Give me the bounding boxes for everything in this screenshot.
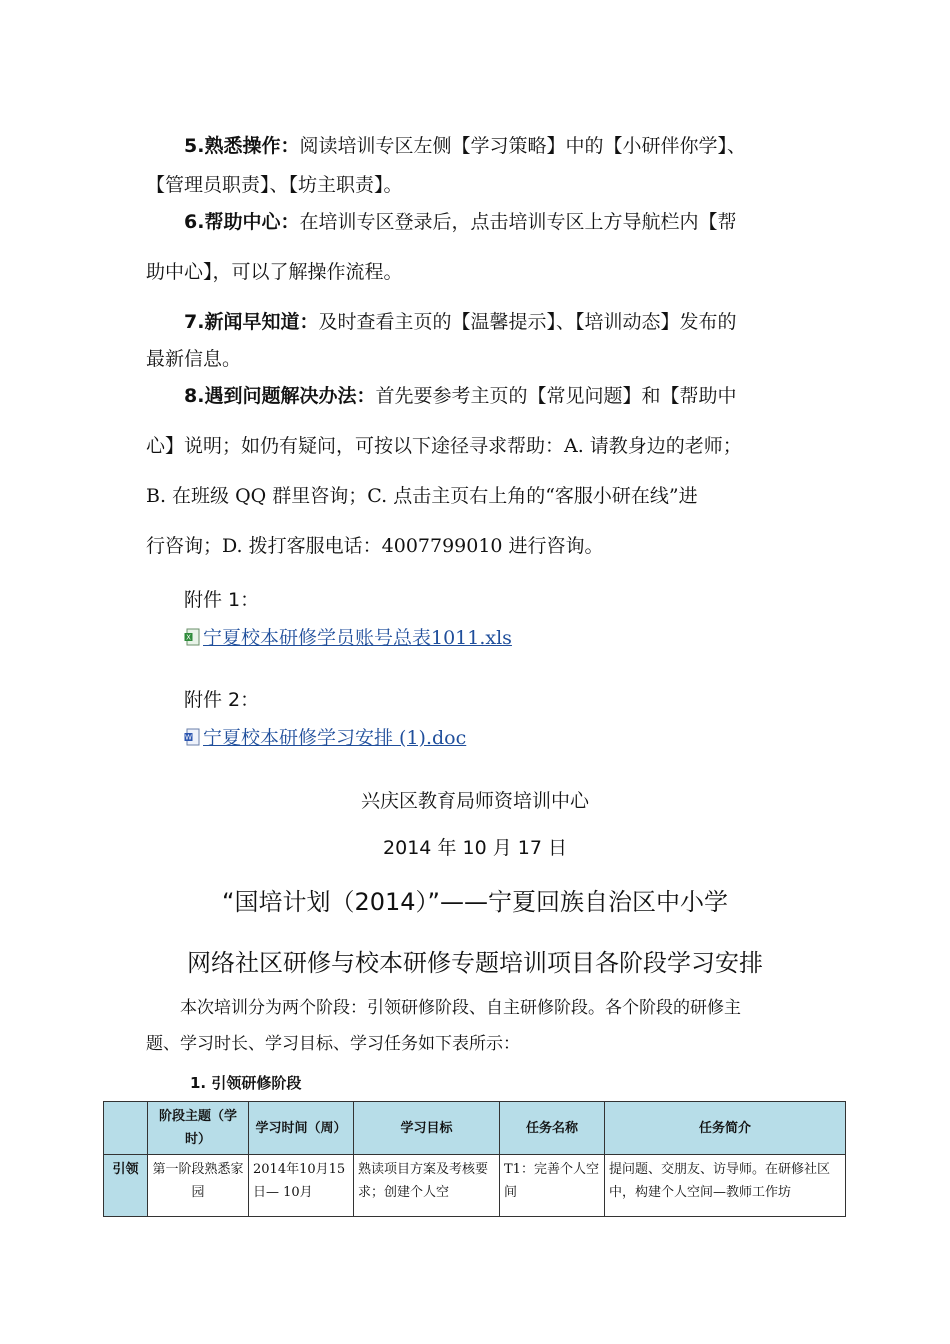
- table-header-cell: 学习目标: [354, 1102, 500, 1155]
- paragraph-8-line3: [146, 484, 810, 510]
- paragraph-text: 【管理员职责】、【坊主职责】。: [146, 174, 403, 196]
- attachment-1-link[interactable]: 宁夏校本研修学员账号总表1011.xls: [203, 627, 512, 649]
- paragraph-8-line2: [146, 434, 810, 460]
- intro-paragraph: [146, 990, 816, 1062]
- intro-line1: 本次培训分为两个阶段：引领研修阶段、自主研修阶段。各个阶段的研修主: [180, 998, 741, 1018]
- paragraph-5: [146, 134, 810, 160]
- paragraph-text: 在培训专区登录后，点击培训专区上方导航栏内【帮: [299, 211, 737, 233]
- paragraph-7: [146, 310, 810, 336]
- excel-file-icon: [184, 628, 200, 646]
- attachment-1: [184, 623, 512, 650]
- stage-cell: 引领: [104, 1155, 148, 1217]
- paragraph-6-cont: [146, 260, 810, 286]
- paragraph-8-line4: [146, 534, 810, 560]
- paragraph-text: 阅读培训专区左侧【学习策略】中的【小研伴你学】、: [299, 135, 746, 157]
- attachment-2-link[interactable]: 宁夏校本研修学习安排 (1).doc: [203, 727, 467, 749]
- table-header-cell: 阶段主题（学时）: [148, 1102, 249, 1155]
- paragraph-lead: 6.帮助中心：: [184, 211, 300, 233]
- svg-text:X: X: [186, 633, 191, 641]
- intro-line2: 题、学习时长、学习目标、学习任务如下表所示：: [146, 1034, 520, 1054]
- table-header-row: [104, 1102, 846, 1155]
- schedule-table: [103, 1101, 846, 1217]
- document-title-line2: 网络社区研修与校本研修专题培训项目各阶段学习安排: [187, 949, 763, 977]
- table-header-cell: 学习时间（周）: [249, 1102, 354, 1155]
- attachment-2-label: 附件 2：: [184, 689, 260, 711]
- paragraph-lead: 7.新闻早知道：: [184, 311, 319, 333]
- theme-cell: 第一阶段熟悉家园: [148, 1155, 249, 1217]
- paragraph-lead: 8.遇到问题解决办法：: [184, 385, 376, 407]
- paragraph-text: 助中心】，可以了解操作流程。: [146, 261, 403, 283]
- paragraph-8: [146, 384, 810, 410]
- description-cell: 提问题、交朋友、访导师。在研修社区中，构建个人空间—教师工作坊: [605, 1155, 846, 1217]
- paragraph-lead: 5.熟悉操作：: [184, 135, 300, 157]
- table-header-cell: [104, 1102, 148, 1155]
- svg-text:W: W: [185, 733, 192, 741]
- section-heading: 1. 引领研修阶段: [190, 1074, 302, 1092]
- paragraph-text: 最新信息。: [146, 348, 242, 370]
- signature-date: 2014 年 10 月 17 日: [383, 837, 567, 859]
- paragraph-5-cont: [146, 173, 810, 199]
- signature-org: 兴庆区教育局师资培训中心: [360, 790, 589, 812]
- table-header-cell: 任务简介: [605, 1102, 846, 1155]
- time-cell: 2014年10月15日— 10月: [249, 1155, 354, 1217]
- table-row: [104, 1155, 846, 1217]
- paragraph-text: 行咨询；D. 拨打客服电话：4007799010 进行咨询。: [146, 535, 604, 557]
- table-header-cell: 任务名称: [500, 1102, 605, 1155]
- paragraph-text: 心】说明；如仍有疑问，可按以下途径寻求帮助：A. 请教身边的老师；: [146, 435, 742, 457]
- paragraph-text: 首先要参考主页的【常见问题】和【帮助中: [375, 385, 737, 407]
- task-cell: T1：完善个人空间: [500, 1155, 605, 1217]
- attachment-2: [184, 723, 466, 750]
- paragraph-6: [146, 210, 810, 236]
- paragraph-text: B. 在班级 QQ 群里咨询；C. 点击主页右上角的“客服小研在线”进: [146, 485, 698, 507]
- paragraph-7-cont: [146, 347, 810, 373]
- attachment-1-label: 附件 1：: [184, 589, 260, 611]
- paragraph-text: 及时查看主页的【温馨提示】、【培训动态】发布的: [318, 311, 737, 333]
- word-file-icon: [184, 728, 200, 746]
- goal-cell: 熟读项目方案及考核要求；创建个人空: [354, 1155, 500, 1217]
- document-title-line1: “国培计划（2014）”——宁夏回族自治区中小学: [222, 888, 728, 916]
